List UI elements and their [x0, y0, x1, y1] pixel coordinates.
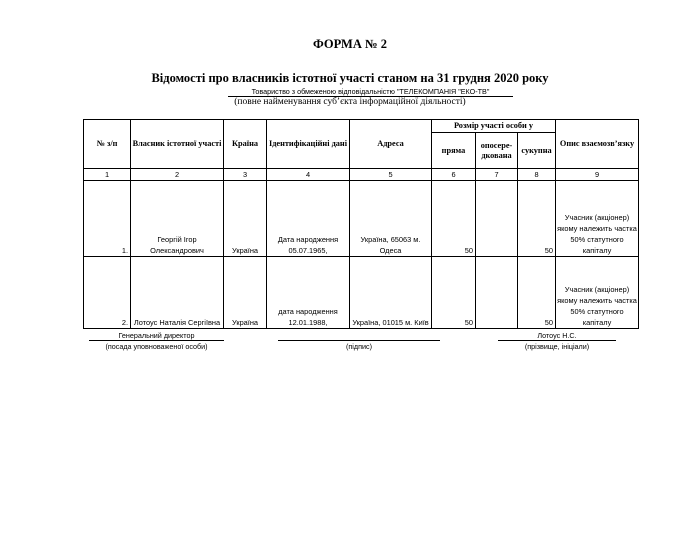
header-share-group: Розмір участі особи у [432, 120, 556, 133]
form-title: ФОРМА № 2 [313, 37, 387, 51]
signer-position-caption: (посада уповноваженої особи) [105, 342, 208, 351]
row-address: Україна, 65063 м. Одеса [350, 181, 432, 257]
header-address: Адреса [350, 120, 432, 169]
row-owner: Георгій Ігор Олександрович [131, 181, 224, 257]
header-indirect: опосере-дкована [476, 133, 518, 169]
row-identification: Дата народження 05.07.1965, [267, 181, 350, 257]
signer-name-caption: (прізвище, ініціали) [524, 342, 590, 351]
row-direct: 50 [432, 257, 476, 329]
table-row [84, 257, 639, 329]
row-total: 50 [518, 257, 556, 329]
row-total: 50 [518, 181, 556, 257]
row-indirect [476, 257, 518, 329]
owners-table [83, 119, 639, 329]
row-owner: Лотоус Наталія Сергіївна [131, 257, 224, 329]
column-number: 3 [224, 169, 267, 181]
page-title: Відомості про власників істотної участі станом на 31 грудня 2020 року [151, 71, 549, 85]
entity-name-caption: (повне найменування суб’єкта інформаційної діяльності) [234, 97, 466, 107]
signer-position: Генеральний директор [89, 331, 224, 341]
signature-caption: (підпис) [346, 342, 372, 351]
row-relationship: Учасник (акціонер) якому належить частка 50% статутного капіталу [556, 181, 639, 257]
row-direct: 50 [432, 181, 476, 257]
column-number: 6 [432, 169, 476, 181]
header-country: Країна [224, 120, 267, 169]
row-relationship: Учасник (акціонер) якому належить частка 50% статутного капіталу [556, 257, 639, 329]
column-number: 4 [267, 169, 350, 181]
header-total: сукупна [518, 133, 556, 169]
column-number: 5 [350, 169, 432, 181]
row-country: Україна [224, 181, 267, 257]
entity-name: Товариство з обмеженою відповідальністю "ТЕЛЕКОМПАНІЯ "ЕКО-ТВ" [228, 87, 513, 97]
header-identification: Ідентифікаційні дані [267, 120, 350, 169]
row-identification: дата народження 12.01.1988, [267, 257, 350, 329]
row-country: Україна [224, 257, 267, 329]
signature-line [278, 331, 440, 341]
row-num: 2. [84, 257, 131, 329]
header-direct: пряма [432, 133, 476, 169]
row-indirect [476, 181, 518, 257]
signer-name: Лотоус Н.С. [498, 331, 616, 341]
column-number: 2 [131, 169, 224, 181]
row-address: Україна, 01015 м. Київ [350, 257, 432, 329]
column-number: 7 [476, 169, 518, 181]
table-row [84, 181, 639, 257]
column-number: 8 [518, 169, 556, 181]
header-owner: Власник істотної участі [131, 120, 224, 169]
header-num: № з/п [84, 120, 131, 169]
row-num: 1. [84, 181, 131, 257]
column-number: 1 [84, 169, 131, 181]
header-relationship: Опис взаємозв’язку [556, 120, 639, 169]
column-number: 9 [556, 169, 639, 181]
